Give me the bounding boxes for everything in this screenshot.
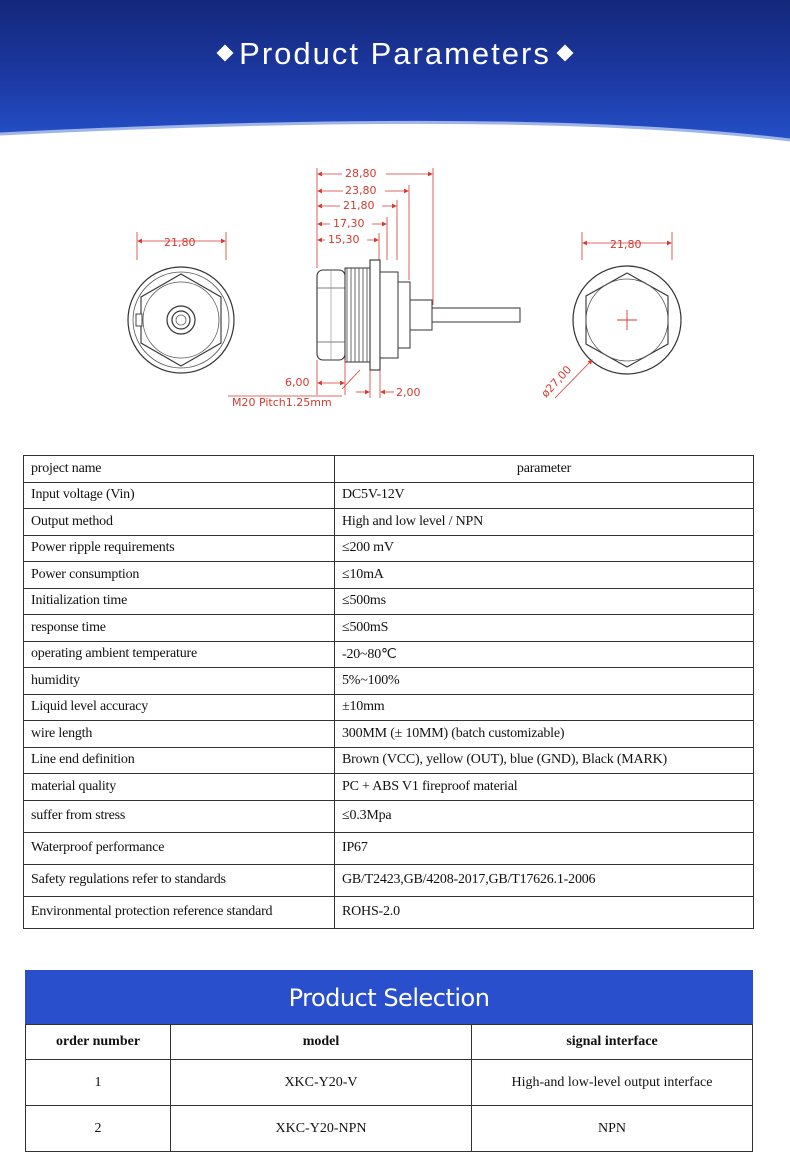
table-row <box>24 832 754 864</box>
table-row <box>24 588 754 615</box>
diamond-icon <box>217 45 234 62</box>
table-row <box>24 641 754 668</box>
signal-interface: NPN <box>472 1106 753 1152</box>
front-width-label: 21,80 <box>164 236 196 249</box>
table-row <box>24 774 754 801</box>
header-cell: model <box>171 1025 472 1060</box>
table-row <box>24 896 754 928</box>
table-row <box>26 1060 753 1106</box>
diamond-icon <box>556 45 573 62</box>
thread-spec-label: M20 Pitch1.25mm <box>232 396 332 409</box>
param-value: DC5V-12V <box>335 482 754 509</box>
banner-background <box>0 0 790 160</box>
header-cell: order number <box>26 1025 171 1060</box>
param-value: 5%~100% <box>335 668 754 695</box>
dim-21-label: 21,80 <box>343 199 375 212</box>
model: XKC-Y20-V <box>171 1060 472 1106</box>
header-cell: parameter <box>335 456 754 483</box>
page-title-text: Product Parameters <box>239 36 551 71</box>
table-row <box>24 747 754 774</box>
dim-23-label: 23,80 <box>345 184 377 197</box>
table-row <box>24 535 754 562</box>
param-name: humidity <box>24 668 335 695</box>
technical-drawing <box>0 160 790 420</box>
param-name: material quality <box>24 774 335 801</box>
side-view <box>228 167 520 409</box>
param-name: Output method <box>24 509 335 536</box>
table-row <box>24 721 754 748</box>
parameters-table <box>23 455 754 929</box>
flange-label: 2,00 <box>396 386 421 399</box>
table-row <box>24 509 754 536</box>
table-row <box>24 694 754 721</box>
param-name: suffer from stress <box>24 800 335 832</box>
diameter-label: ø27,00 <box>538 363 575 401</box>
param-name: Input voltage (Vin) <box>24 482 335 509</box>
dim-28-label: 28,80 <box>345 167 377 180</box>
param-value: ROHS-2.0 <box>335 896 754 928</box>
order-number: 1 <box>26 1060 171 1106</box>
param-value: ≤200 mV <box>335 535 754 562</box>
header-cell: project name <box>24 456 335 483</box>
dim-17-label: 17,30 <box>333 217 365 230</box>
param-name: Waterproof performance <box>24 832 335 864</box>
param-value: ≤500mS <box>335 615 754 642</box>
header-banner <box>0 0 790 160</box>
param-name: Liquid level accuracy <box>24 694 335 721</box>
page-title <box>0 36 790 72</box>
param-name: response time <box>24 615 335 642</box>
table-row <box>24 562 754 589</box>
param-value: ±10mm <box>335 694 754 721</box>
table-row <box>24 482 754 509</box>
param-name: Safety regulations refer to standards <box>24 864 335 896</box>
selection-table <box>25 1024 753 1152</box>
table-header-row <box>26 1025 753 1060</box>
param-name: wire length <box>24 721 335 748</box>
back-width-label: 21,80 <box>610 238 642 251</box>
param-value: 300MM (± 10MM) (batch customizable) <box>335 721 754 748</box>
table-row <box>24 864 754 896</box>
param-name: Environmental protection reference standard <box>24 896 335 928</box>
model: XKC-Y20-NPN <box>171 1106 472 1152</box>
thread-width-label: 6,00 <box>285 376 310 389</box>
table-row <box>24 800 754 832</box>
param-value: Brown (VCC), yellow (OUT), blue (GND), Black (MARK) <box>335 747 754 774</box>
selection-title: Product Selection <box>25 970 753 1024</box>
param-value: ≤0.3Mpa <box>335 800 754 832</box>
signal-interface: High-and low-level output interface <box>472 1060 753 1106</box>
header-cell: signal interface <box>472 1025 753 1060</box>
table-header-row <box>24 456 754 483</box>
param-value: -20~80℃ <box>335 641 754 668</box>
dim-15-label: 15,30 <box>328 233 360 246</box>
param-name: Power ripple requirements <box>24 535 335 562</box>
param-name: Initialization time <box>24 588 335 615</box>
front-view <box>128 232 234 373</box>
param-name: Line end definition <box>24 747 335 774</box>
param-name: Power consumption <box>24 562 335 589</box>
param-value: PC + ABS V1 fireproof material <box>335 774 754 801</box>
order-number: 2 <box>26 1106 171 1152</box>
param-value: ≤500ms <box>335 588 754 615</box>
back-view <box>539 232 681 400</box>
table-row <box>24 668 754 695</box>
param-name: operating ambient temperature <box>24 641 335 668</box>
table-row <box>24 615 754 642</box>
table-row <box>26 1106 753 1152</box>
param-value: GB/T2423,GB/4208-2017,GB/T17626.1-2006 <box>335 864 754 896</box>
param-value: ≤10mA <box>335 562 754 589</box>
param-value: High and low level / NPN <box>335 509 754 536</box>
param-value: IP67 <box>335 832 754 864</box>
